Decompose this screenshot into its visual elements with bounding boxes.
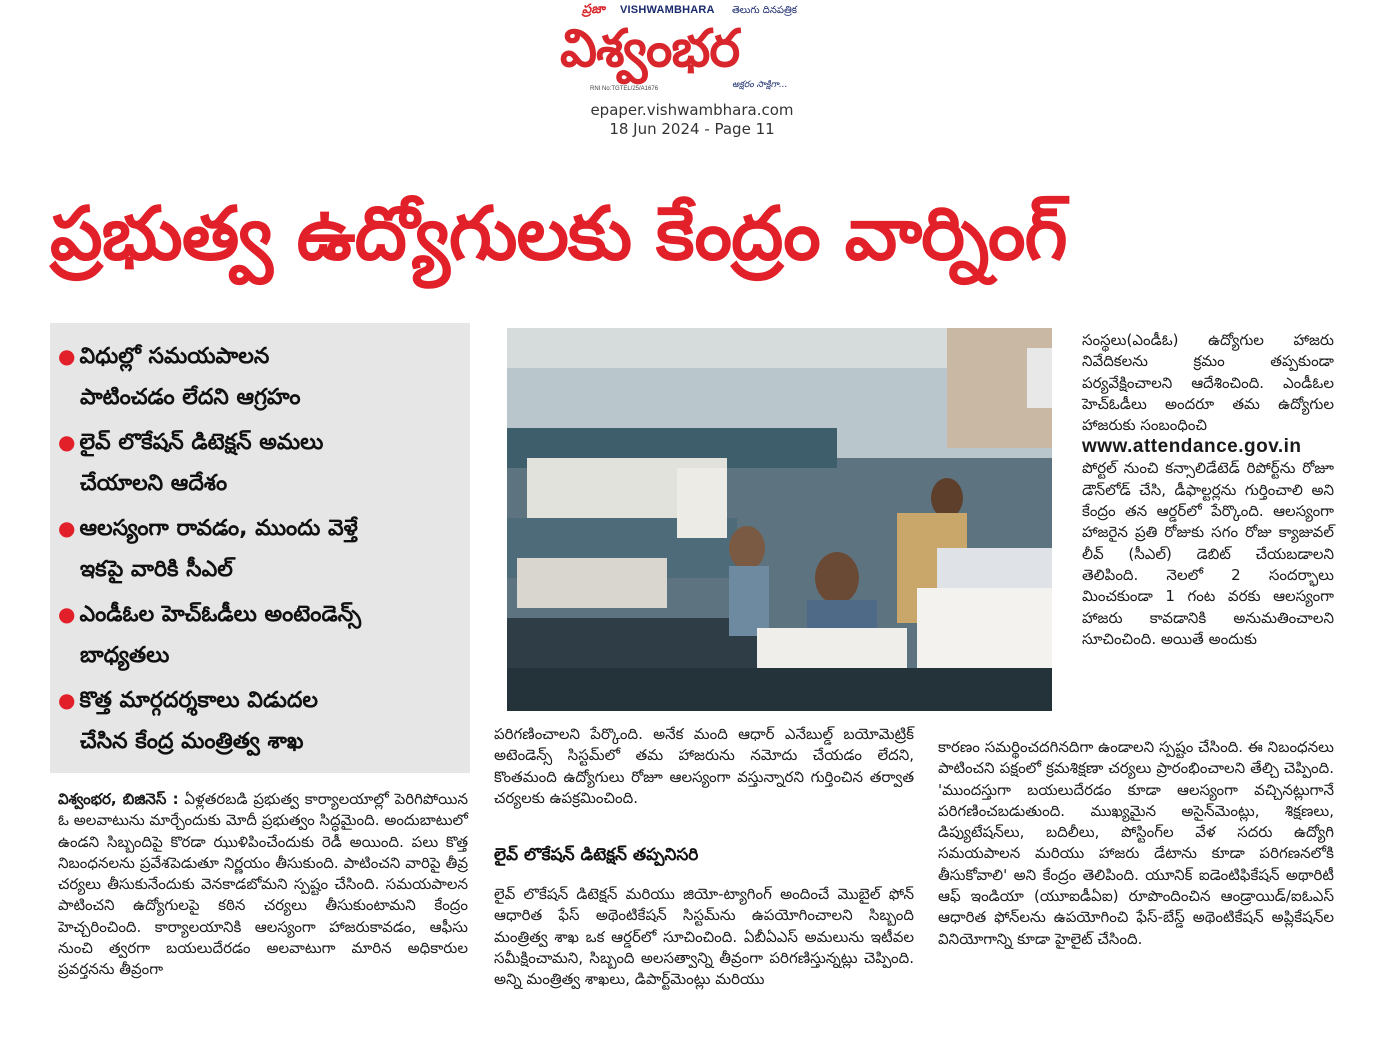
article-paragraph: విశ్వంభర, బిజినెస్ : ఏళ్లతరబడి ప్రభుత్వ కార్యాలయాల్లో పెరిగిపోయిన ఓ అలవాటును మార్చేందుకు మోదీ ప్రభుత్వం సిద్ధమైంది. అందుబాటులో ఉండని సిబ్బందిపై కొరడా ఝుళిపించేందుకు రెడీ అయింది. పలు కొత్త నిబంధనలను ప్రవేశపెడుతూ నిర్ణయం తీసుకుంది. పాటించని వారిపై తీవ్ర చర్యలు తీసుకునేందుకు వెనకాడబోమని స్పష్టం చేసింది. సమయపాలన పాటించని ఉద్యోగులపై కఠిన చర్యలు తీసుకుంటామని కేంద్రం హెచ్చరించింది. కార్యాలయానికి ఆలస్యంగా హాజరుకావడం, ఆఫీసు నుంచి త్వరగా బయలుదేరడం అలవాటుగా మారిన అధికారుల ప్రవర్తనను తీవ్రంగా: [58, 790, 468, 979]
masthead-english-name: VISHWAMBHARA: [620, 4, 715, 16]
bullet-icon: ●: [58, 688, 76, 712]
epaper-site: epaper.vishwambhara.com: [590, 101, 794, 119]
article-column-2-bottom: లైవ్ లొకేషన్ డిటెక్షన్ మరియు జియో-ట్యాగింగ్ అందించే మొబైల్ ఫోన్ ఆధారిత ఫేస్ అథెంటికేషన్ సిస్టమ్‌ను ఉపయోగించాలని సిబ్బంది మంత్రిత్వ శాఖ ఒక ఆర్డర్‌లో సూచించింది. ఏబీఏఎస్ అమలును ఇటీవల సమీక్షించామని, సిబ్బంది అలసత్వాన్ని తీవ్రంగా పరిగణిస్తున్నట్లు చెప్పింది. అన్ని మంత్రిత్వ శాఖలు, డిపార్ట్‌మెంట్లు మరియు: [494, 885, 914, 989]
article-column-4: కారణం సమర్థించదగినదిగా ఉండాలని స్పష్టం చేసింది. ఈ నిబంధనలు పాటించని పక్షంలో క్రమశిక్షణా చర్యలు ప్రారంభించాలని తేల్చి చెప్పింది. 'ముందస్తుగా బయలుదేరడం కూడా ఆలస్యంగా వచ్చినట్లుగానే పరిగణించబడుతుంది. ముఖ్యమైన అసైన్‌మెంట్లు, శిక్షణలు, డిప్యుటేషన్‌లు, బదిలీలు, పోస్టింగ్‌ల వేళ సదరు ఉద్యోగి సమయపాలన మరియు హాజరు డేటాను కూడా పరిగణనలోకి తీసుకోవాలి' అని కేంద్రం తెలిపింది. యూనిక్ ఐడెంటిఫికేషన్ అథారిటీ ఆఫ్ ఇండియా (యూఐడీఏఐ) రూపొందించిన ఆండ్రాయిడ్/ఐఓఎస్ ఆధారిత ఫోన్‌లను ఉపయోగించి ఫేస్-బేస్డ్ అథెంటికేషన్ అప్లికేషన్‌ల వినియోగాన్ని కూడా హైలైట్ చేసింది.: [938, 738, 1334, 948]
masthead-prefix: ప్రజా: [582, 2, 605, 17]
byline: విశ్వంభర, బిజినెస్ :: [58, 790, 179, 808]
highlight-line: ఇకపై వారికి సీఎల్: [80, 557, 233, 582]
article-column-3: [1082, 330, 1334, 650]
article-paragraph: సంస్థలు(ఎండీఓ) ఉద్యోగుల హాజరు నివేదికలను క్రమం తప్పకుండా పర్యవేక్షించాలని ఆదేశించింది. ఎండీఓల హెచ్ఓడీలు అందరూ తమ ఉద్యోగుల హాజరుకు సంబంధించి: [1082, 331, 1334, 435]
highlight-line: చేయాలని ఆదేశం: [80, 471, 228, 496]
article-column-2-top: పరిగణించాలని పేర్కొంది. అనేక మంది ఆధార్ ఎనేబుల్డ్ బయోమెట్రిక్ అటెండెన్స్ సిస్టమ్‌లో తమ హాజరును నమోదు చేయడం లేదని, కొంతమంది ఉద్యోగులు రోజూ ఆలస్యంగా వస్తున్నారని గుర్తించిన తర్వాత చర్యలకు ఉపక్రమించింది.: [494, 725, 914, 807]
highlight-line: ● లైవ్ లొకేషన్ డిటెక్షన్ అమలు: [58, 430, 324, 455]
article-column-1: [58, 789, 468, 981]
highlight-line: బాధ్యతలు: [80, 643, 170, 668]
bullet-icon: ●: [58, 516, 76, 540]
highlight-line: పాటించడం లేదని ఆగ్రహం: [80, 385, 301, 410]
highlights-box: [50, 323, 470, 773]
office-photo: [507, 328, 1052, 711]
highlight-line: ● ఆలస్యంగా రావడం, ముందు వెళ్తే: [58, 516, 358, 541]
highlight-line: చేసిన కేంద్ర మంత్రిత్వ శాఖ: [80, 729, 304, 754]
masthead-title: విశ్వంభర: [560, 19, 740, 79]
highlight-line: ● విధుల్లో సమయపాలన: [58, 344, 270, 369]
highlight-line: ● ఎండీఓల హెచ్ఓడీలు అంటెండెన్స్: [58, 602, 362, 627]
attendance-url: www.attendance.gov.in: [1082, 436, 1302, 458]
epaper-info: [0, 101, 1384, 139]
article-subhead: లైవ్ లొకేషన్ డిటెక్షన్ తప్పనిసరి: [494, 845, 699, 865]
masthead-registration: RNI No:TGTEL/25/A1676: [590, 86, 659, 92]
masthead-tagline: తెలుగు దినపత్రిక: [732, 5, 798, 16]
article-paragraph: పోర్టల్ నుంచి కన్సాలిడేటెడ్ రిపోర్ట్‌ను రోజూ డౌన్‌లోడ్ చేసి, డీఫాల్టర్లను గుర్తించాలి అని కేంద్రం తన ఆర్డర్‌లో పేర్కొంది. ఆలస్యంగా హాజరైన ప్రతి రోజుకు సగం రోజు క్యాజువల్ లీవ్ (సీఎల్) డెబిట్ చేయబడాలని తెలిపింది. నెలలో 2 సందర్భాలు మించకుండా 1 గంట వరకు ఆలస్యంగా హాజరు కావడానికి అనుమతించాలని సూచించింది. అయితే అందుకు: [1082, 459, 1334, 648]
bullet-icon: ●: [58, 344, 76, 368]
masthead-slogan: అక్షరం సాక్షిగా...: [732, 80, 788, 90]
epaper-date-page: 18 Jun 2024 - Page 11: [609, 120, 775, 138]
masthead: [560, 0, 830, 100]
office-photo-illustration: [507, 328, 1052, 711]
bullet-icon: ●: [58, 602, 76, 626]
highlight-line: ● కొత్త మార్గదర్శకాలు విడుదల: [58, 688, 318, 713]
bullet-icon: ●: [58, 430, 76, 454]
headline: ప్రభుత్వ ఉద్యోగులకు కేంద్రం వార్నింగ్: [50, 191, 1067, 277]
